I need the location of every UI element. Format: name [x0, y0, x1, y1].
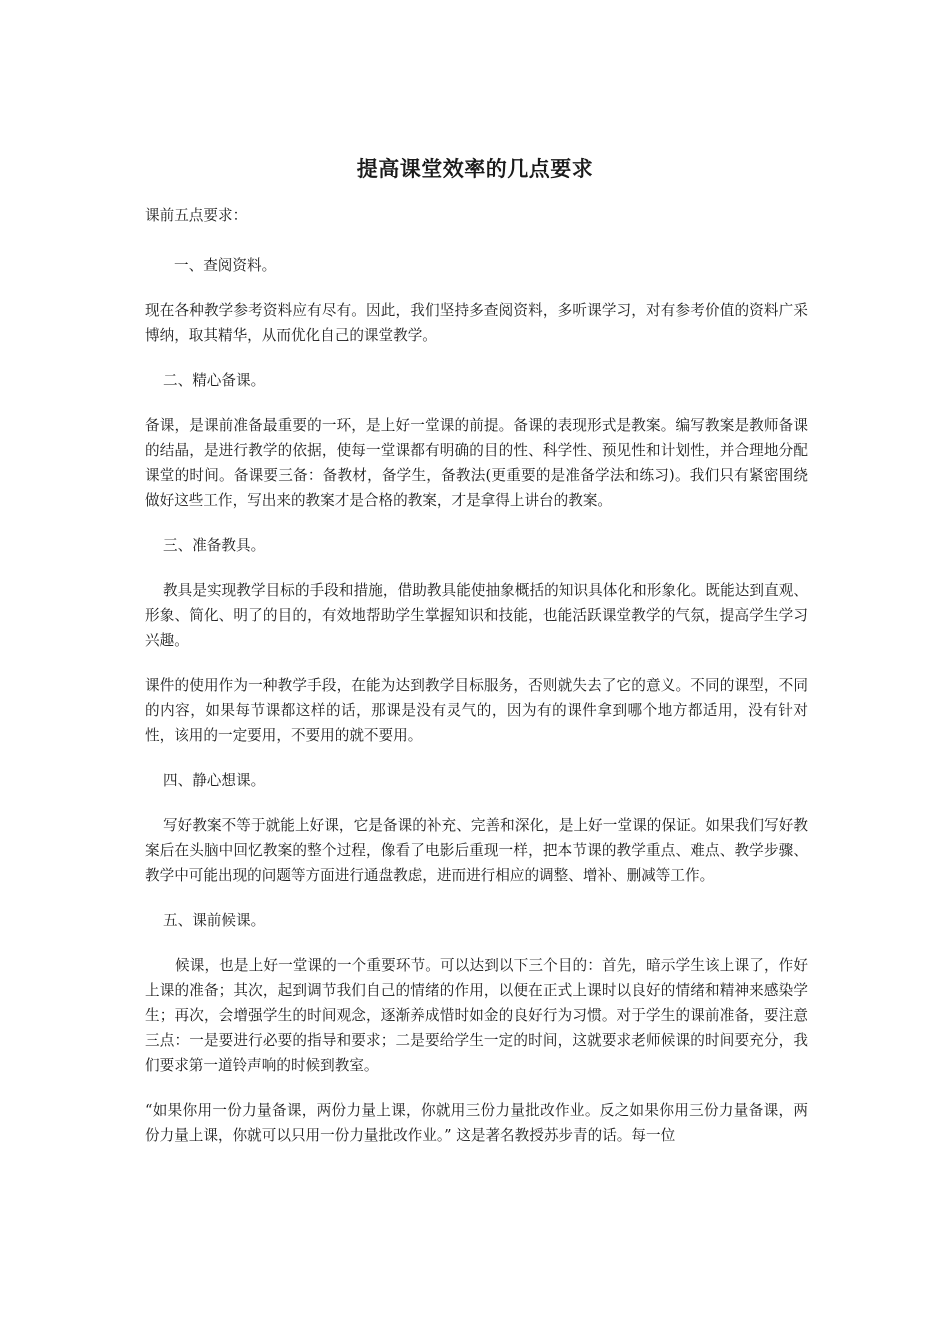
section-1-heading: 一、查阅资料。	[174, 257, 277, 274]
section-2-heading: 二、精心备课。	[163, 372, 266, 389]
document-body	[145, 203, 808, 1148]
document-title: 提高课堂效率的几点要求	[356, 156, 594, 181]
section-3-heading: 三、准备教具。	[163, 537, 266, 554]
section-2-paragraph: 备课，是课前准备最重要的一环，是上好一堂课的前提。备课的表现形式是教案。编写教案是教师备课的结晶，是进行教学的依据，使每一堂课都有明确的目的性、科学性、预见性和计划性，并合理地分配课堂的时间。备课要三备：备教材，备学生，备教法(更重要的是准备学法和练习)。我们只有紧密围绕做好这些工作，写出来的教案才是合格的教案，才是拿得上讲台的教案。	[145, 417, 808, 509]
section-1-paragraph: 现在各种教学参考资料应有尽有。因此，我们坚持多查阅资料，多听课学习，对有参考价值的资料广采博纳，取其精华，从而优化自己的课堂教学。	[145, 302, 808, 344]
section-5-heading: 五、课前候课。	[163, 912, 266, 929]
section-3-paragraph-1: 教具是实现教学目标的手段和措施，借助教具能使抽象概括的知识具体化和形象化。既能达到直观、形象、简化、明了的目的，有效地帮助学生掌握知识和技能，也能活跃课堂教学的气氛，提高学生学习兴趣。	[145, 582, 808, 649]
section-3-paragraph-2: 课件的使用作为一种教学手段，在能为达到教学目标服务，否则就失去了它的意义。不同的课型，不同的内容，如果每节课都这样的话，那课是没有灵气的，因为有的课件拿到哪个地方都适用，没有针对性，该用的一定要用，不要用的就不要用。	[145, 677, 808, 744]
intro-line: 课前五点要求：	[145, 207, 248, 224]
section-5-paragraph: 候课，也是上好一堂课的一个重要环节。可以达到以下三个目的：首先，暗示学生该上课了，作好上课的准备；其次，起到调节我们自己的情绪的作用，以便在正式上课时以良好的情绪和精神来感染学生；再次，会增强学生的时间观念，逐渐养成惜时如金的良好行为习惯。对于学生的课前准备，要注意三点：一是要进行必要的指导和要求；二是要给学生一定的时间，这就要求老师候课的时间要充分，我们要求第一道铃声响的时候到教室。	[145, 957, 808, 1074]
section-4-paragraph: 写好教案不等于就能上好课，它是备课的补充、完善和深化，是上好一堂课的保证。如果我们写好教案后在头脑中回忆教案的整个过程，像看了电影后重现一样，把本节课的教学重点、难点、教学步骤、教学中可能出现的问题等方面进行通盘教虑，进而进行相应的调整、增补、删减等工作。	[145, 817, 808, 884]
closing-paragraph: “如果你用一份力量备课，两份力量上课，你就用三份力量批改作业。反之如果你用三份力量备课，两份力量上课，你就可以只用一份力量批改作业。” 这是著名教授苏步青的话。每一位	[145, 1102, 808, 1144]
section-4-heading: 四、静心想课。	[163, 772, 266, 789]
